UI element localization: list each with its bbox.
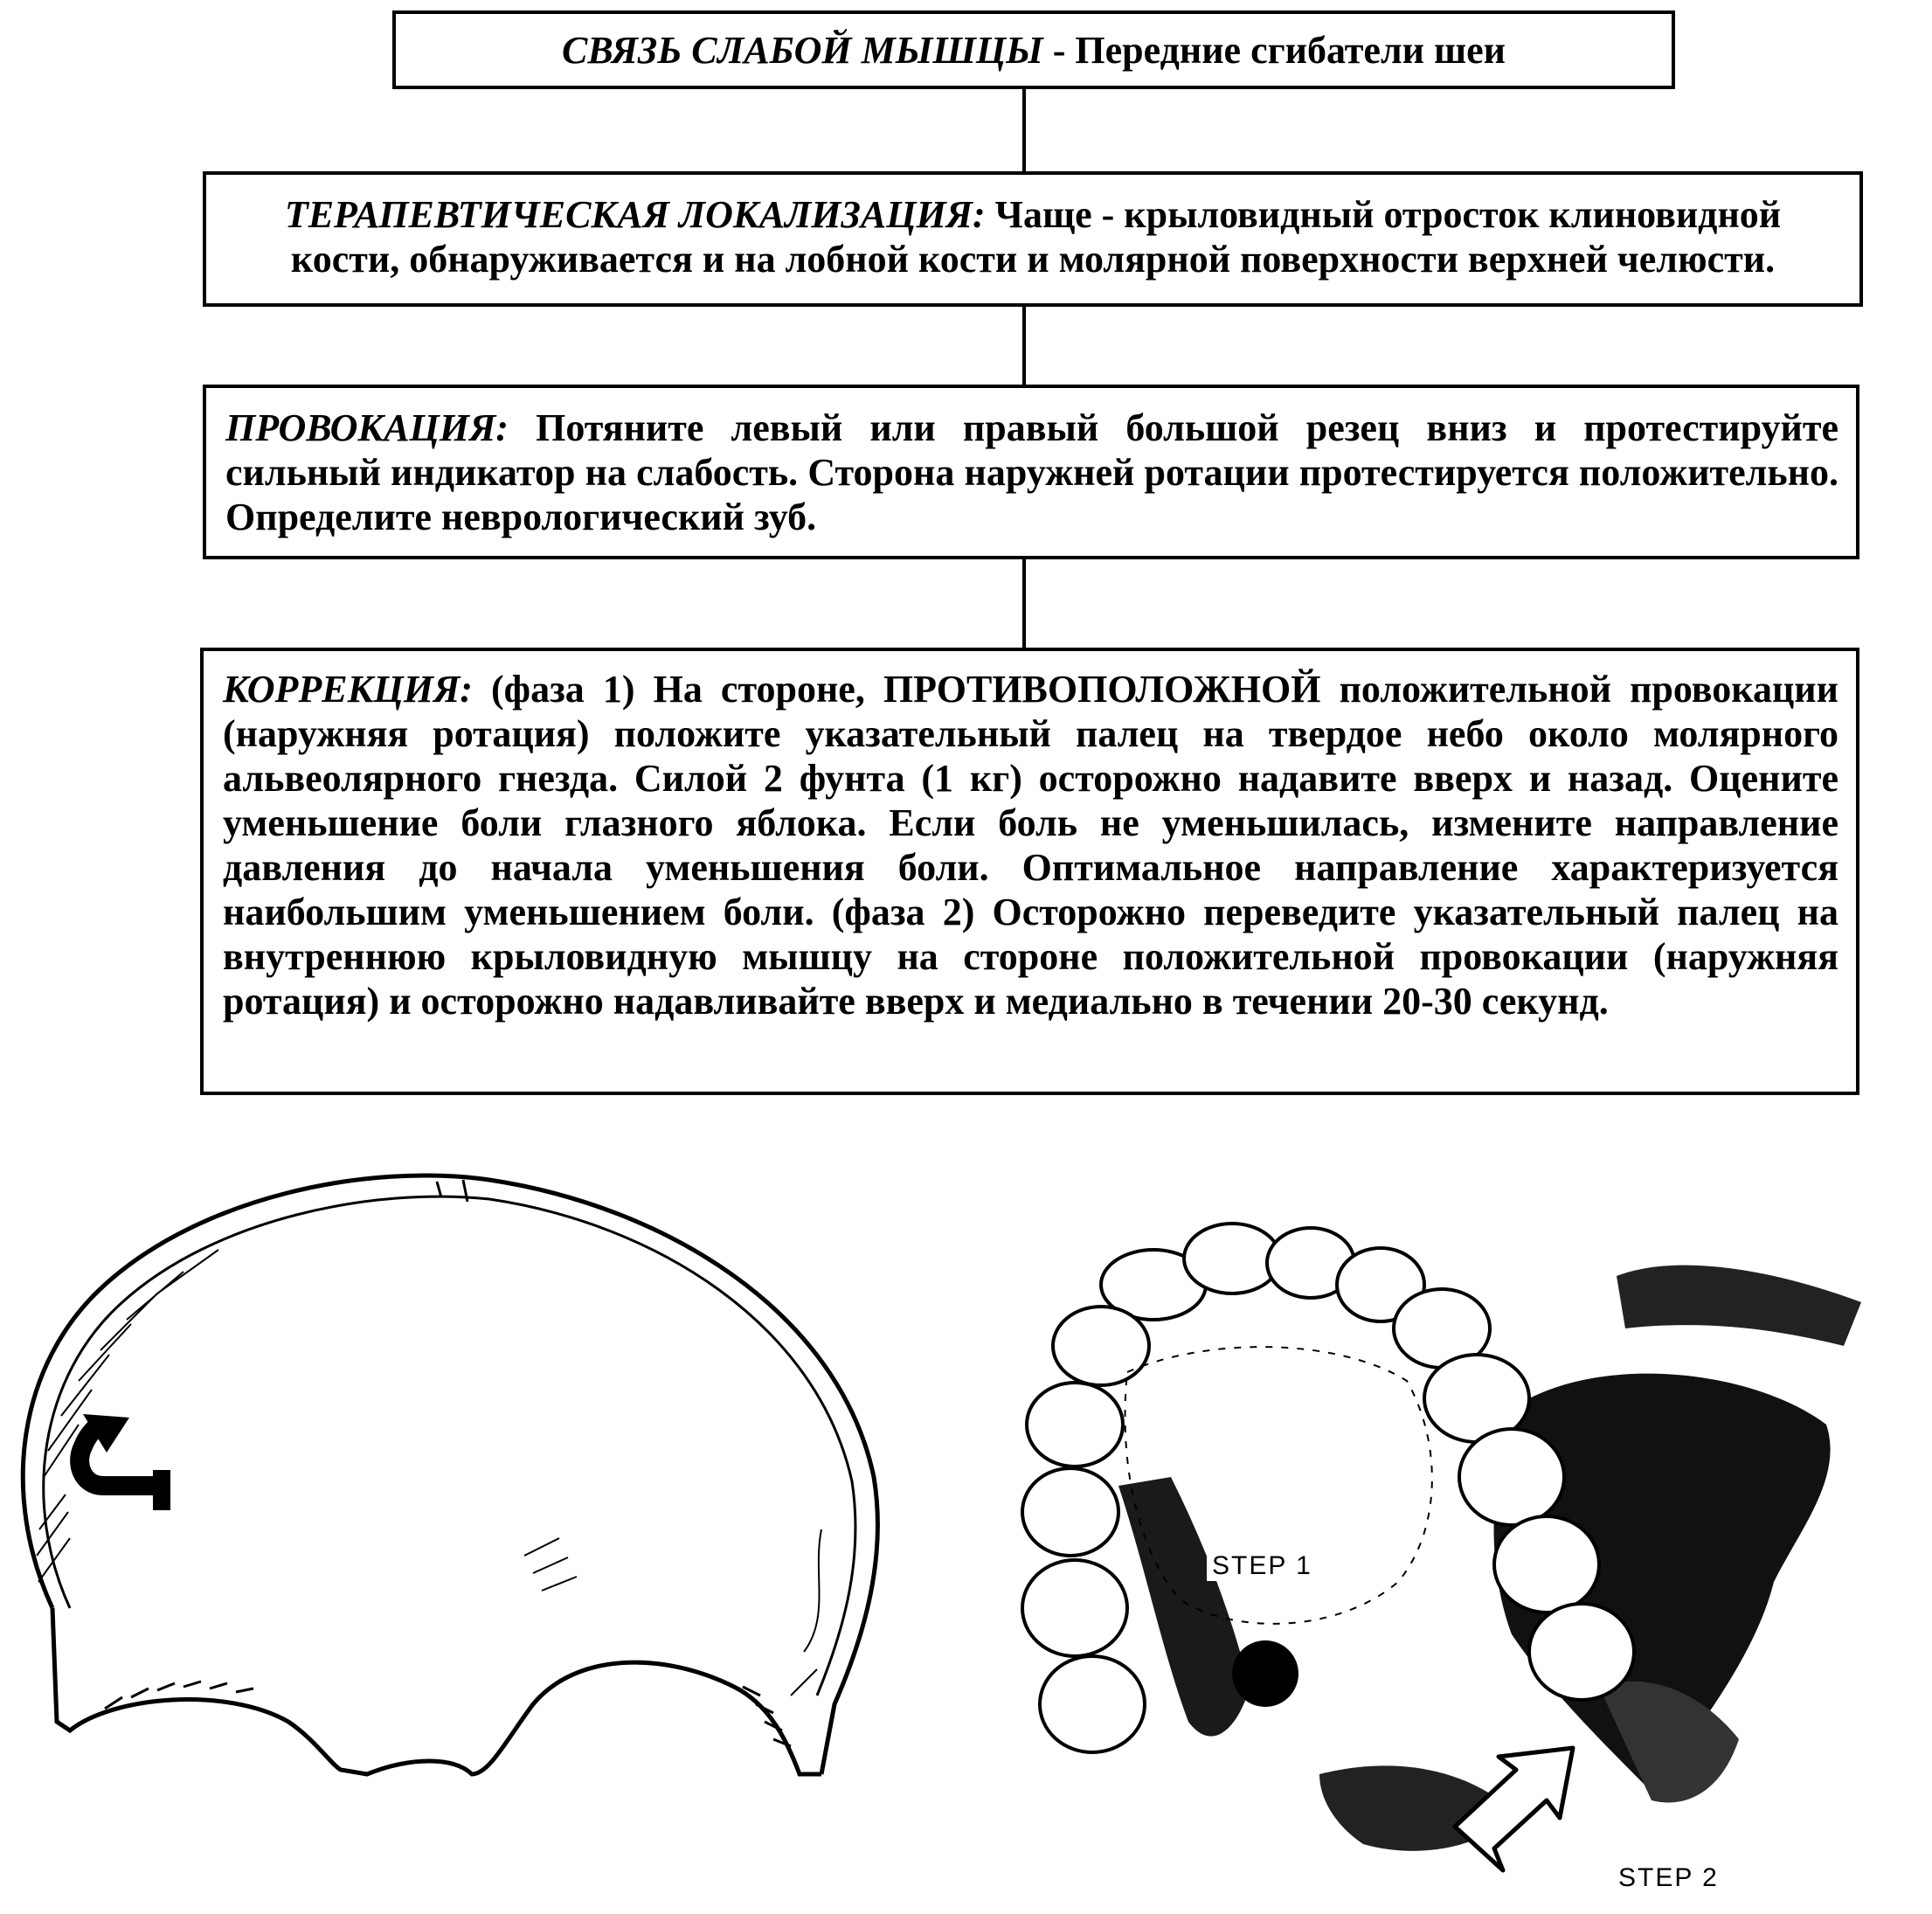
provocation-text: Потяните левый или правый большой резец вниз и протестируйте сильный индикатор на слабость. Сторона наружней ротации протестируется положительно. Определите неврологический зуб. (225, 406, 1839, 538)
provocation-heading: ПРОВОКАЦИЯ: (225, 406, 509, 449)
step2-arrow-icon (1455, 1748, 1573, 1870)
correction-box (200, 648, 1859, 1095)
rotation-arrow-icon (80, 1414, 170, 1510)
correction-text: (фаза 1) На стороне, ПРОТИВОПОЛОЖНОЙ положительной провокации (наружняя ротация) положите указательный палец на твердое небо около молярного альвеолярного гнезда. Силой 2 фунта (1 кг) осторожно надавите вверх и назад. Оцените уменьшение боли глазного яблока. Если боль не уменьшилась, измените направление давления до начала уменьшения боли. Оптимальное направление характеризуется наибольшим уменьшением боли. (фаза 2) Осторожно переведите указательный палец на внутреннюю крыловидную мышцу на стороне положительной провокации (наружняя ротация) и осторожно надавливайте вверх и медиально в течении 20-30 секунд. (223, 668, 1839, 1023)
flow-connector-1 (1022, 89, 1026, 171)
correction-heading: КОРРЕКЦИЯ: (223, 668, 473, 711)
palate-illustration (987, 1197, 1896, 1905)
step1-label: STEP 1 (1207, 1551, 1318, 1581)
flow-connector-2 (1022, 307, 1026, 385)
flow-connector-3 (1022, 559, 1026, 648)
therapy-localization-box (203, 171, 1863, 307)
therapy-localization-text: Чаще - крыловидный отросток клиновидной кости, обнаруживается и на лобной кости и молярной поверхности верхней челюсти. (290, 193, 1782, 281)
muscle-relation-box (392, 10, 1675, 89)
step1-pressure-point (1232, 1640, 1298, 1707)
step2-label: STEP 2 (1613, 1863, 1724, 1893)
muscle-relation-heading: СВЯЗЬ СЛАБОЙ МЫШЦЫ (561, 29, 1043, 72)
provocation-box (203, 385, 1859, 559)
muscle-relation-text: - Передние сгибатели шеи (1042, 29, 1506, 72)
therapy-localization-heading: ТЕРАПЕВТИЧЕСКАЯ ЛОКАЛИЗАЦИЯ: (284, 193, 986, 236)
frontal-bone-illustration (0, 1162, 909, 1792)
